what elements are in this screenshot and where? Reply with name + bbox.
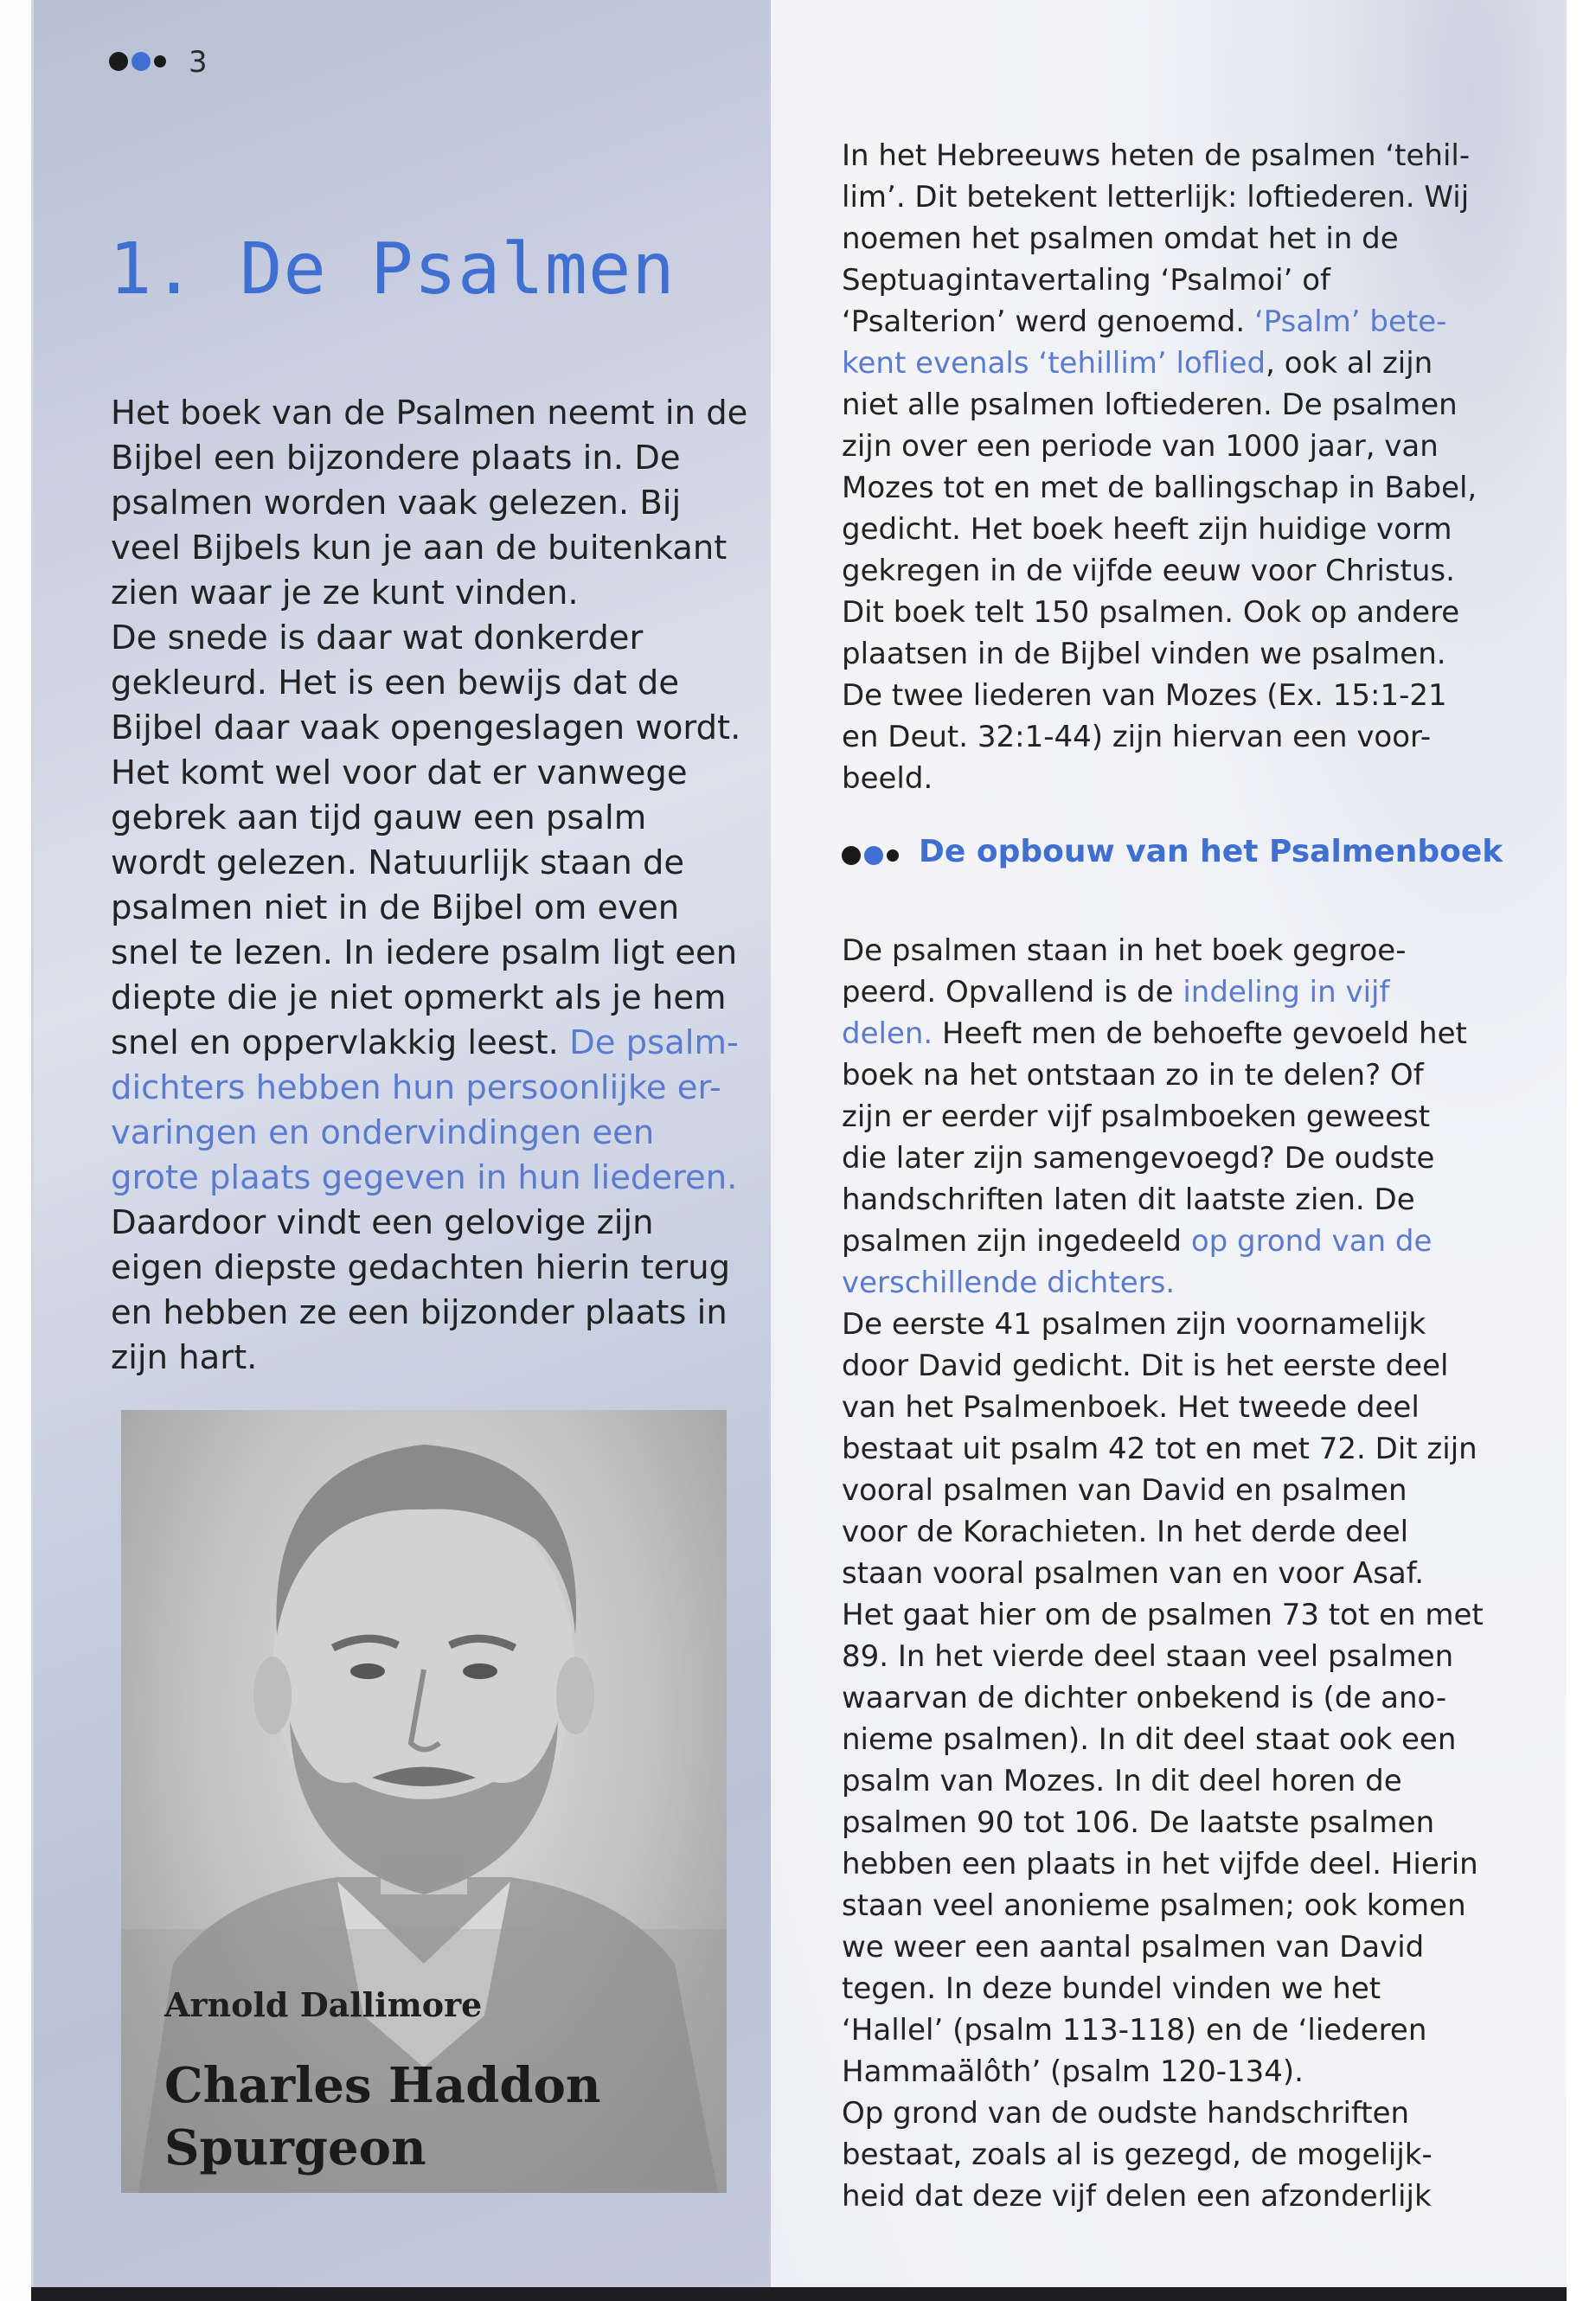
text-line bbox=[842, 971, 1551, 1013]
dot-icon bbox=[131, 52, 151, 71]
highlighted-text: varingen en ondervindingen een bbox=[111, 1113, 655, 1152]
text-line: Mozes tot en met de ballingschap in Babel, bbox=[842, 471, 1477, 505]
highlighted-text: delen. bbox=[842, 1016, 933, 1051]
text-line: De twee liederen van Mozes (Ex. 15:1-21 bbox=[842, 678, 1447, 713]
dot-icon bbox=[154, 55, 166, 67]
text-line: eigen diepste gedachten hierin terug bbox=[111, 1248, 731, 1287]
text-line bbox=[842, 343, 1551, 384]
text-line: we weer een aantal psalmen van David bbox=[842, 1930, 1425, 1965]
text-line: Bijbel daar vaak opengeslagen wordt. bbox=[111, 708, 741, 747]
text-segment: psalmen zijn ingedeeld bbox=[842, 1224, 1191, 1259]
book-cover-image bbox=[121, 1410, 727, 2193]
text-line: veel Bijbels kun je aan de buitenkant bbox=[111, 529, 727, 567]
section-heading: De opbouw van het Psalmenboek bbox=[919, 834, 1503, 869]
text-line: nieme psalmen). In dit deel staat ook een bbox=[842, 1722, 1457, 1757]
right-column-paragraph-2 bbox=[842, 930, 1551, 2217]
text-line: ‘Hallel’ (psalm 113-118) en de ‘liederen bbox=[842, 2013, 1427, 2048]
left-column-text bbox=[111, 391, 768, 1381]
text-line: Het gaat hier om de psalmen 73 tot en met bbox=[842, 1598, 1484, 1632]
text-line: bestaat, zoals al is gezegd, de mogelijk- bbox=[842, 2138, 1433, 2172]
bottom-bar bbox=[31, 2287, 1567, 2301]
text-segment: ‘Psalterion’ werd genoemd. bbox=[842, 304, 1254, 339]
text-line: hebben een plaats in het vijfde deel. Hierin bbox=[842, 1847, 1478, 1881]
text-line: gedicht. Het boek heeft zijn huidige vorm bbox=[842, 512, 1452, 547]
text-line: zijn over een periode van 1000 jaar, van bbox=[842, 429, 1439, 464]
text-line: tegen. In deze bundel vinden we het bbox=[842, 1971, 1381, 2006]
text-line: Daardoor vindt een gelovige zijn bbox=[111, 1203, 654, 1242]
text-line: niet alle psalmen loftiederen. De psalmen bbox=[842, 388, 1458, 422]
text-line: snel te lezen. In iedere psalm ligt een bbox=[111, 933, 738, 972]
text-line: psalmen worden vaak gelezen. Bij bbox=[111, 484, 682, 522]
text-line: door David gedicht. Dit is het eerste deel bbox=[842, 1349, 1449, 1383]
text-line: Bijbel een bijzondere plaats in. De bbox=[111, 439, 681, 478]
text-line: handschriften laten dit laatste zien. De bbox=[842, 1183, 1415, 1217]
text-segment: Heeft men de behoefte gevoeld het bbox=[933, 1016, 1467, 1051]
text-line: 89. In het vierde deel staan veel psalmen bbox=[842, 1639, 1454, 1674]
text-line: boek na het ontstaan zo in te delen? Of bbox=[842, 1058, 1424, 1093]
highlighted-text: dichters hebben hun persoonlijke er- bbox=[111, 1068, 721, 1107]
highlighted-text: op grond van de bbox=[1190, 1224, 1433, 1259]
dot-icon bbox=[842, 846, 861, 865]
text-line bbox=[111, 1021, 768, 1066]
text-line: lim’. Dit betekent letterlijk: loftiederen. Wij bbox=[842, 180, 1470, 215]
text-line: gekleurd. Het is een bewijs dat de bbox=[111, 663, 680, 702]
three-dots-icon bbox=[109, 52, 170, 71]
text-line: psalmen niet in de Bijbel om even bbox=[111, 888, 680, 927]
text-line: beeld. bbox=[842, 761, 933, 796]
dot-icon bbox=[887, 849, 899, 862]
text-line: en Deut. 32:1-44) zijn hiervan een voor- bbox=[842, 720, 1432, 754]
dot-icon bbox=[109, 52, 128, 71]
dot-icon bbox=[864, 846, 883, 865]
text-line: psalmen 90 tot 106. De laatste psalmen bbox=[842, 1805, 1435, 1840]
text-line: voor de Korachieten. In het derde deel bbox=[842, 1515, 1409, 1549]
highlighted-text: grote plaats gegeven in hun liederen. bbox=[111, 1158, 738, 1197]
chapter-title: 1. De Psalmen bbox=[109, 228, 676, 311]
text-line: In het Hebreeuws heten de psalmen ‘tehil- bbox=[842, 138, 1471, 173]
book-author: Arnold Dallimore bbox=[164, 1985, 483, 2024]
page-number: 3 bbox=[189, 45, 208, 80]
text-line: vooral psalmen van David en psalmen bbox=[842, 1473, 1407, 1508]
highlighted-text: De psalm- bbox=[569, 1023, 739, 1062]
text-line: De eerste 41 psalmen zijn voornamelijk bbox=[842, 1307, 1426, 1342]
text-segment: snel en oppervlakkig leest. bbox=[111, 1023, 570, 1062]
text-line: diepte die je niet opmerkt als je hem bbox=[111, 978, 727, 1017]
text-segment: peerd. Opvallend is de bbox=[842, 975, 1183, 1009]
text-line: bestaat uit psalm 42 tot en met 72. Dit zijn bbox=[842, 1432, 1477, 1466]
text-line: Septuagintavertaling ‘Psalmoi’ of bbox=[842, 263, 1331, 298]
text-line: van het Psalmenboek. Het tweede deel bbox=[842, 1390, 1420, 1425]
text-line: noemen het psalmen omdat het in de bbox=[842, 221, 1399, 256]
text-line bbox=[842, 1013, 1551, 1054]
highlighted-text: indeling in vijf bbox=[1183, 975, 1390, 1009]
text-line: wordt gelezen. Natuurlijk staan de bbox=[111, 843, 685, 882]
text-line: waarvan de dichter onbekend is (de ano- bbox=[842, 1681, 1447, 1715]
text-line bbox=[842, 301, 1551, 343]
text-line: Hammaälôth’ (psalm 120-134). bbox=[842, 2054, 1304, 2089]
highlighted-text: verschillende dichters. bbox=[842, 1266, 1176, 1300]
text-segment: , ook al zijn bbox=[1266, 346, 1433, 381]
text-line: heid dat deze vijf delen een afzonderlijk bbox=[842, 2179, 1432, 2214]
text-line: die later zijn samengevoegd? De oudste bbox=[842, 1141, 1435, 1176]
page-edge-left bbox=[0, 0, 34, 2301]
text-line: psalm van Mozes. In dit deel horen de bbox=[842, 1764, 1402, 1798]
text-line: en hebben ze een bijzonder plaats in bbox=[111, 1293, 727, 1332]
book-title bbox=[164, 2054, 701, 2179]
text-line: Op grond van de oudste handschriften bbox=[842, 2096, 1410, 2131]
text-line: zijn hart. bbox=[111, 1338, 258, 1377]
text-line: staan veel anonieme psalmen; ook komen bbox=[842, 1888, 1466, 1923]
text-line: staan vooral psalmen van en voor Asaf. bbox=[842, 1556, 1425, 1591]
text-line: gebrek aan tijd gauw een psalm bbox=[111, 798, 647, 837]
page-edge-right bbox=[1567, 0, 1596, 2301]
text-line: zijn er eerder vijf psalmboeken geweest bbox=[842, 1099, 1431, 1134]
text-line: plaatsen in de Bijbel vinden we psalmen. bbox=[842, 637, 1446, 671]
text-line: De snede is daar wat donkerder bbox=[111, 619, 644, 657]
text-line: Het komt wel voor dat er vanwege bbox=[111, 753, 688, 792]
text-line: Het boek van de Psalmen neemt in de bbox=[111, 394, 748, 433]
text-line: De psalmen staan in het boek gegroe- bbox=[842, 933, 1407, 968]
text-line: zien waar je ze kunt vinden. bbox=[111, 574, 579, 612]
text-line: gekregen in de vijfde eeuw voor Christus. bbox=[842, 554, 1455, 588]
three-dots-icon bbox=[842, 846, 902, 865]
right-column-paragraph-1 bbox=[842, 135, 1551, 799]
text-line: Dit boek telt 150 psalmen. Ook op andere bbox=[842, 595, 1460, 630]
book-title-line: Spurgeon bbox=[164, 2119, 426, 2176]
highlighted-text: kent evenals ‘tehillim’ loflied bbox=[842, 346, 1266, 381]
highlighted-text: ‘Psalm’ bete- bbox=[1253, 304, 1447, 339]
book-title-line: Charles Haddon bbox=[164, 2057, 601, 2114]
text-line bbox=[842, 1221, 1551, 1262]
